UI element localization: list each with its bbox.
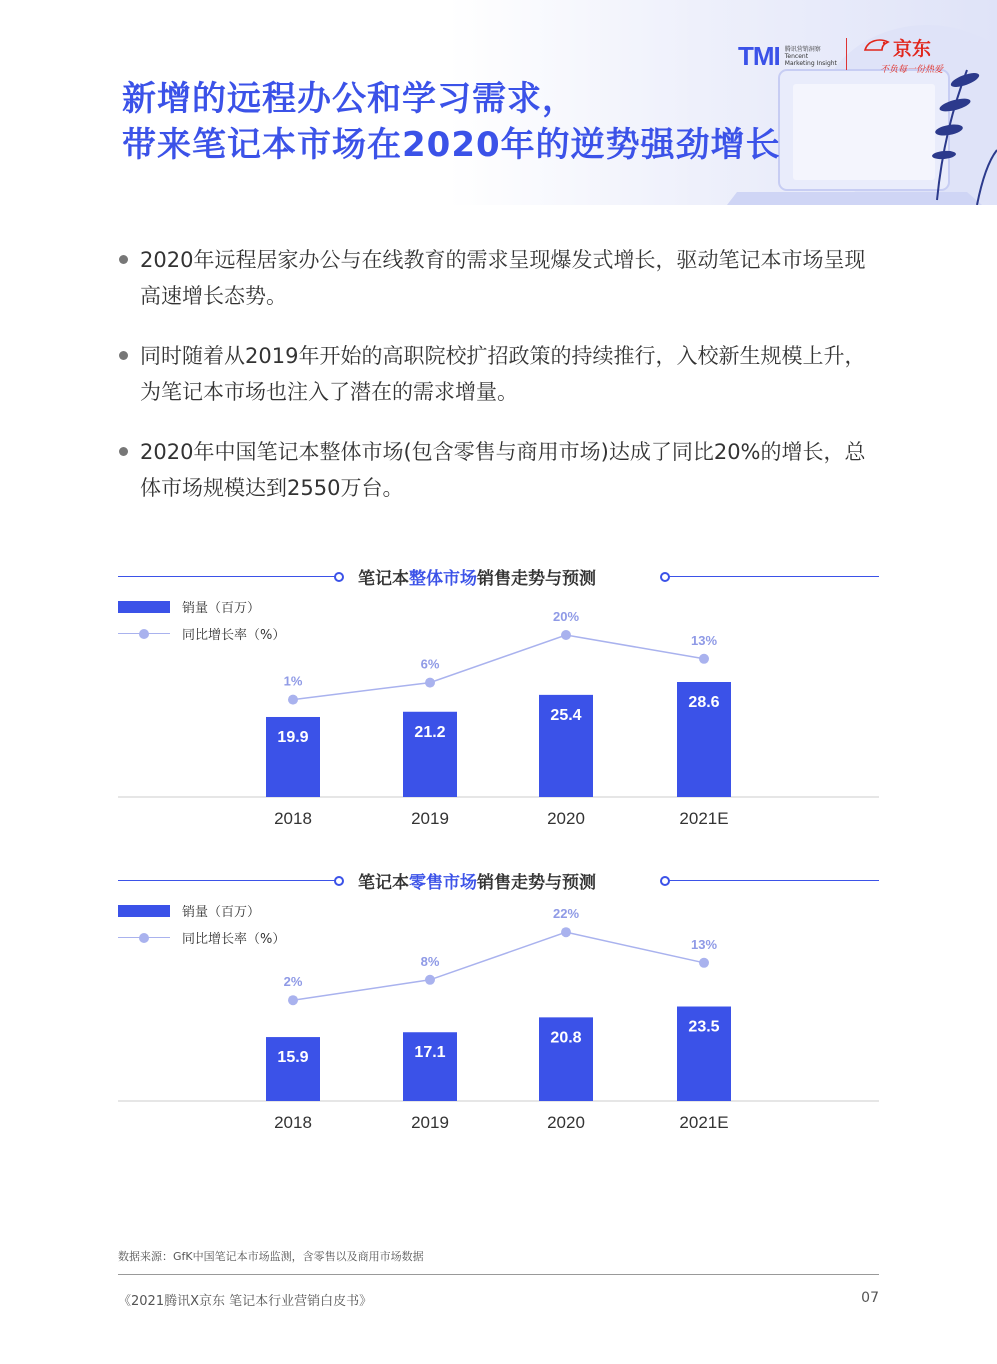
- chart-retail-market: [0, 864, 997, 1144]
- tmi-logo: [738, 40, 837, 72]
- chart-plot: [0, 864, 997, 1144]
- x-tick-label: 2020: [547, 809, 585, 828]
- growth-rate-label: 6%: [420, 656, 440, 672]
- tmi-logo-mark: TMI: [738, 40, 780, 71]
- growth-rate-point: [561, 927, 571, 937]
- bar-value-label: 17.1: [414, 1044, 446, 1062]
- growth-rate-label: 13%: [690, 936, 718, 952]
- bar: [266, 1037, 320, 1101]
- page-title-line2: 带来笔记本市场在2020年的逆势强劲增长: [122, 125, 781, 165]
- bullet-item: [118, 242, 883, 314]
- chart-overall-market: [0, 560, 997, 840]
- bullet-item: [118, 434, 883, 506]
- growth-rate-label: 8%: [420, 953, 440, 969]
- bar-value-label: 25.4: [550, 706, 582, 724]
- bar-value-label: 21.2: [414, 723, 446, 741]
- growth-rate-line: [293, 635, 704, 700]
- x-tick-label: 2021E: [679, 809, 729, 828]
- header-banner: [0, 0, 997, 205]
- growth-rate-point: [699, 958, 709, 968]
- bullet-list: [118, 242, 883, 530]
- bar-value-label: 23.5: [688, 1018, 720, 1036]
- growth-rate-line: [293, 932, 704, 1000]
- growth-rate-point: [561, 630, 571, 640]
- growth-rate-point: [288, 995, 298, 1005]
- tmi-logo-text: 腾讯营销洞察 Tencent Marketing Insight: [784, 45, 837, 67]
- growth-rate-label: 2%: [283, 974, 303, 990]
- document-title: 《2021腾讯X京东 笔记本行业营销白皮书》: [118, 1294, 373, 1309]
- chart-plot: [0, 560, 997, 840]
- x-tick-label: 2018: [274, 809, 312, 828]
- bar-value-label: 28.6: [688, 694, 720, 711]
- bar: [403, 1032, 457, 1101]
- bar-value-label: 15.9: [277, 1049, 309, 1067]
- legend-label: 销量（百万）: [182, 905, 261, 920]
- growth-rate-label: 20%: [552, 609, 580, 624]
- footer-divider: [118, 1274, 879, 1275]
- chart-title: 笔记本零售市场销售走势与预测: [358, 873, 596, 893]
- x-tick-label: 2021E: [679, 1113, 729, 1132]
- jd-dog-icon: [862, 36, 892, 58]
- bar-value-label: 19.9: [277, 728, 309, 746]
- growth-rate-label: 1%: [283, 673, 303, 689]
- bullet-item: [118, 338, 883, 410]
- growth-rate-point: [425, 975, 435, 985]
- growth-rate-point: [699, 654, 709, 664]
- growth-rate-label: 13%: [690, 632, 718, 648]
- bullet-text: 同时随着从2019年开始的高职院校扩招政策的持续推行，入校新生规模上升，为笔记本市场也注入了潜在的需求增量。: [140, 344, 866, 404]
- jd-logo-slogan: 不负每一份热爱: [880, 65, 944, 75]
- bullet-text: 2020年中国笔记本整体市场(包含零售与商用市场)达成了同比20%的增长，总体市场规模达到2550万台。: [140, 440, 866, 500]
- data-source-note: 数据来源：GfK中国笔记本市场监测，含零售以及商用市场数据: [118, 1250, 424, 1263]
- page-number: 07: [861, 1290, 879, 1306]
- page-title: [122, 76, 781, 168]
- legend-label: 同比增长率（%）: [182, 628, 286, 643]
- bullet-dot-icon: [119, 351, 128, 360]
- jd-logo: [860, 34, 943, 75]
- growth-rate-point: [425, 678, 435, 688]
- bullet-dot-icon: [119, 447, 128, 456]
- legend-label: 销量（百万）: [182, 601, 261, 616]
- growth-rate-label: 22%: [552, 906, 580, 922]
- bullet-text: 2020年远程居家办公与在线教育的需求呈现爆发式增长，驱动笔记本市场呈现高速增长态势。: [140, 248, 866, 308]
- x-tick-label: 2020: [547, 1113, 585, 1132]
- chart-title: 笔记本整体市场销售走势与预测: [358, 569, 596, 589]
- bullet-dot-icon: [119, 255, 128, 264]
- x-tick-label: 2018: [274, 1113, 312, 1132]
- legend-label: 同比增长率（%）: [182, 932, 286, 947]
- growth-rate-point: [288, 695, 298, 705]
- page-title-line1: 新增的远程办公和学习需求，: [122, 79, 577, 119]
- x-tick-label: 2019: [411, 1113, 449, 1132]
- bar-value-label: 20.8: [550, 1029, 582, 1047]
- jd-logo-name: 京东: [893, 38, 932, 60]
- logo-separator: [846, 38, 847, 70]
- x-tick-label: 2019: [411, 809, 449, 828]
